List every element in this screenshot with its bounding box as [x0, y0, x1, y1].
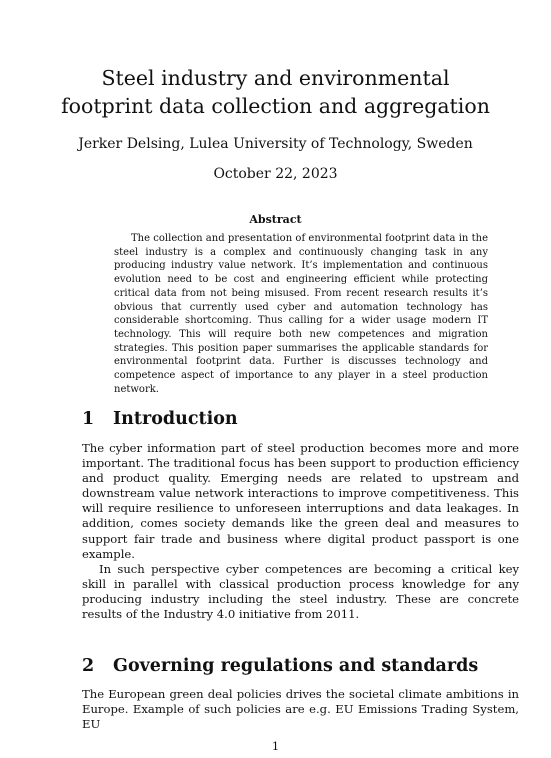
section-heading-governing-regulations: [82, 655, 522, 677]
section-body-governing-regulations: [82, 687, 519, 732]
section-number: 2: [82, 656, 95, 676]
abstract-body: [114, 232, 488, 396]
author-line: Jerker Delsing, Lulea University of Technology, Sweden: [78, 136, 473, 152]
abstract-paragraph: The collection and presentation of environmental footprint data in the steel industry is a complex and continuously changing task in any producing industry value network. It’s implementation and continuous evolution need to be cost and engineering efficient while protecting critical data from not being misused. From recent research results it’s obvious that currently used cyber and automation technology has considerable shortcoming. Thus calling for a wider usage modern IT technology. This will require both new competences and migration strategies. This position paper summarises the applicable standards for environmental footprint data. Further is discusses technology and competence aspect of importance to any player in a steel production network.: [114, 233, 488, 395]
section-number: 1: [82, 409, 95, 429]
section-title: Introduction: [113, 409, 238, 429]
paper-title: Steel industry and environmental footprint data collection and aggregation: [61, 66, 490, 118]
section-body-introduction: [82, 441, 519, 622]
section-heading-introduction: [82, 408, 522, 430]
body-paragraph: The cyber information part of steel production becomes more and more important. The traditional focus has been support to production efficiency and product quality. Emerging needs are related to upstream and downstream value network interactions to improve competitiveness. This will require resilience to unforeseen interruptions and data leakages. In addition, comes society demands like the green deal and measures to support fair trade and business where digital product passport is one example.: [82, 441, 519, 561]
body-paragraph: The European green deal policies drives the societal climate ambitions in Europe. Example of such policies are e.g. EU Emissions Trading System, EU: [82, 687, 519, 732]
body-paragraph: In such perspective cyber competences are becoming a critical key skill in parallel with classical production process knowledge for any producing industry including the steel industry. These are concrete results of the Industry 4.0 initiative from 2011.: [82, 561, 519, 622]
abstract-heading: Abstract: [249, 213, 302, 226]
page-number: 1: [271, 739, 280, 753]
section-title: Governing regulations and standards: [113, 656, 479, 676]
paper-date: October 22, 2023: [213, 166, 338, 182]
